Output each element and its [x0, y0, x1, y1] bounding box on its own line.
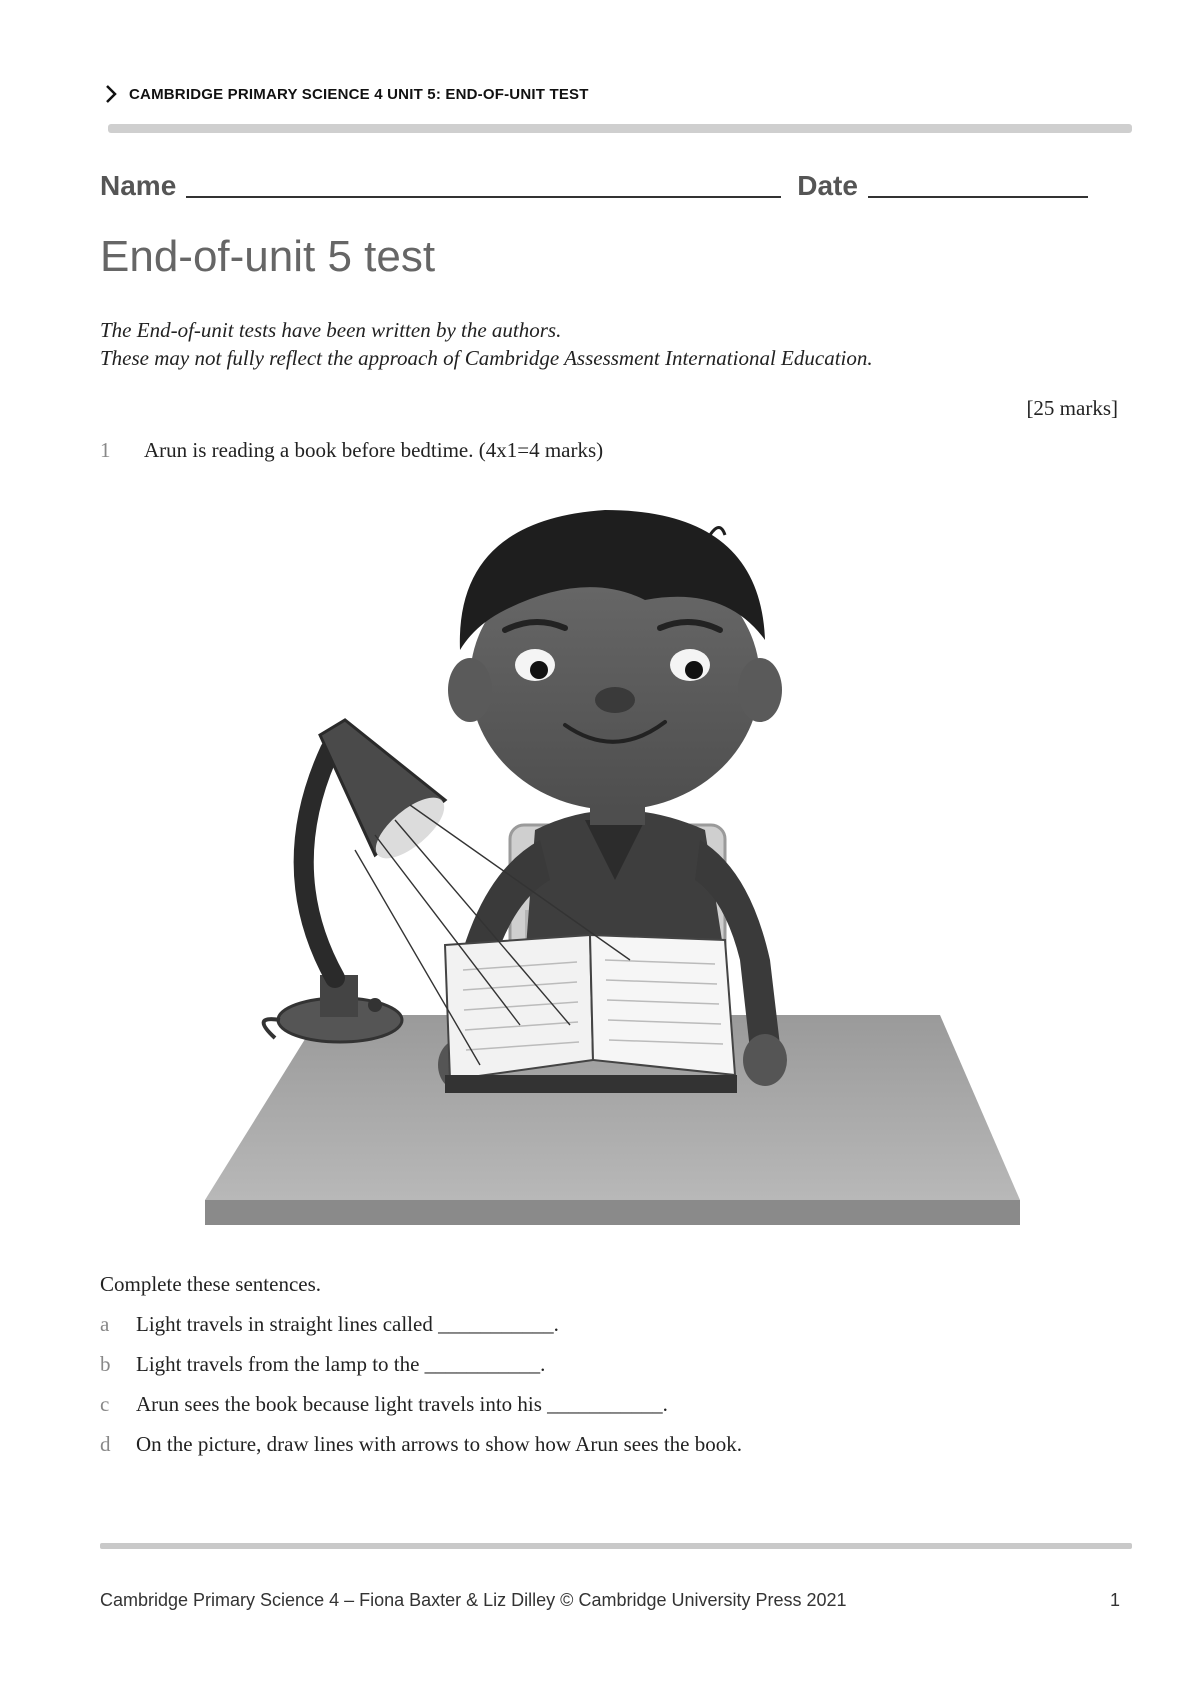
item-text: Light travels from the lamp to the ___________.	[136, 1352, 546, 1376]
page-number: 1	[1109, 1590, 1120, 1610]
header-divider	[108, 124, 1132, 133]
boy-reading-illustration	[205, 490, 1025, 1245]
sentence-list	[100, 1312, 742, 1472]
instruction-text: Complete these sentences.	[100, 1272, 322, 1296]
chevron-right-icon	[105, 84, 117, 104]
list-item	[100, 1432, 742, 1472]
question-1	[100, 438, 603, 463]
name-label: Name	[100, 170, 177, 201]
item-text: Arun sees the book because light travels into his ___________.	[136, 1392, 668, 1416]
item-letter: c	[100, 1392, 110, 1416]
note-line-1: The End-of-unit tests have been written by the authors.	[100, 318, 562, 342]
footer-credit: Cambridge Primary Science 4 – Fiona Baxter & Liz Dilley © Cambridge University Press 2021	[100, 1590, 847, 1610]
item-letter: a	[100, 1312, 110, 1336]
list-item	[100, 1312, 742, 1352]
item-letter: d	[100, 1432, 111, 1456]
item-text: Light travels in straight lines called ___________.	[136, 1312, 559, 1336]
date-field[interactable]	[868, 166, 1088, 198]
date-label: Date	[797, 170, 858, 201]
total-marks: [25 marks]	[1026, 396, 1118, 420]
question-text: Arun is reading a book before bedtime. (4x1=4 marks)	[144, 438, 604, 462]
name-field[interactable]	[186, 166, 781, 198]
authors-note	[100, 316, 873, 372]
page-footer	[100, 1590, 1120, 1611]
name-date-row	[100, 166, 1110, 202]
page-title: End-of-unit 5 test	[100, 232, 436, 281]
item-text: On the picture, draw lines with arrows to show how Arun sees the book.	[136, 1432, 742, 1456]
question-number: 1	[100, 438, 111, 462]
running-header	[105, 84, 589, 104]
header-text: CAMBRIDGE PRIMARY SCIENCE 4 UNIT 5: END-OF-UNIT TEST	[129, 85, 589, 103]
list-item	[100, 1392, 742, 1432]
note-line-2: These may not fully reflect the approach of Cambridge Assessment International Education.	[100, 346, 873, 370]
item-letter: b	[100, 1352, 111, 1376]
footer-divider	[100, 1543, 1132, 1549]
list-item	[100, 1352, 742, 1392]
